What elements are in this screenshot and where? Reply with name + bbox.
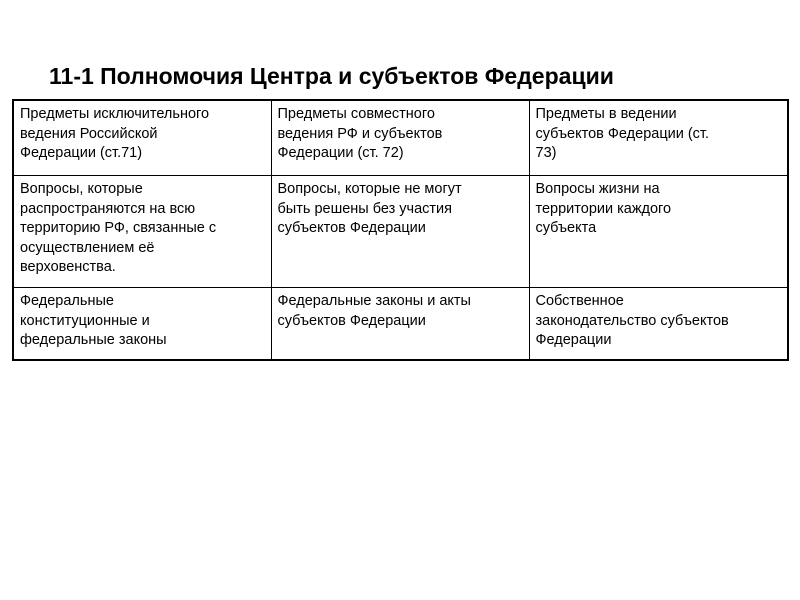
table-row xyxy=(13,288,788,361)
table-cell-text: Вопросы, которые распространяются на всю территорию РФ, связанные с осуществлением её верховенства. xyxy=(20,181,217,275)
table-cell-text: Вопросы, которые не могут быть решены без участия субъектов Федерации xyxy=(277,181,462,236)
slide-title: 11-1 Полномочия Центра и субъектов Федерации xyxy=(49,63,614,89)
table-cell-text: Федеральные законы и акты субъектов Федерации xyxy=(277,293,471,329)
table-header-row xyxy=(13,100,788,176)
header-cell-text: Предметы в ведении субъектов Федерации (ст. 73) xyxy=(535,106,709,161)
header-cell-text: Предметы исключительного ведения Российской Федерации (ст.71) xyxy=(20,106,210,161)
table-cell xyxy=(271,288,529,361)
table-cell xyxy=(529,176,788,288)
powers-table xyxy=(12,99,789,361)
header-cell-text: Предметы совместного ведения РФ и субъектов Федерации (ст. 72) xyxy=(277,106,443,161)
table-row xyxy=(13,176,788,288)
table-cell-text: Федеральные конституционные и федеральные законы xyxy=(20,293,167,348)
header-cell-subjects xyxy=(529,100,788,176)
table-cell-text: Собственное законодательство субъектов Федерации xyxy=(535,293,729,348)
table-cell xyxy=(13,288,271,361)
table-cell xyxy=(271,176,529,288)
table-cell-text: Вопросы жизни на территории каждого субъекта xyxy=(535,181,672,236)
table-cell xyxy=(529,288,788,361)
header-cell-exclusive xyxy=(13,100,271,176)
header-cell-joint xyxy=(271,100,529,176)
table-cell xyxy=(13,176,271,288)
